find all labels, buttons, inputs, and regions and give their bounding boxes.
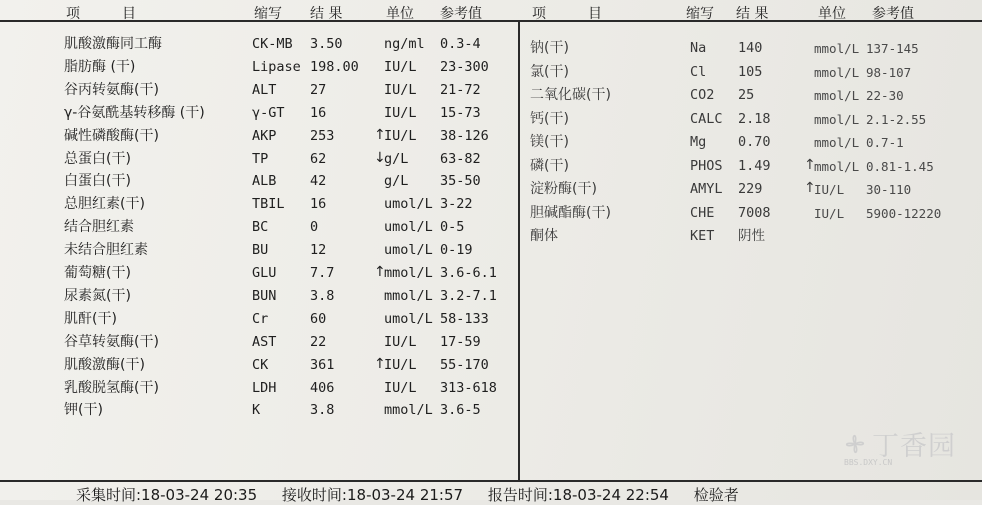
test-abbr: AMYL [690,181,723,197]
test-reference: 17-59 [440,334,481,350]
test-name: 总胆红素(干) [64,196,145,212]
test-unit: umol/L [384,242,433,258]
test-abbr: CK [252,357,269,373]
test-reference: 3-22 [440,196,473,212]
test-result: 22 [310,334,327,350]
test-name: 钠(干) [530,40,569,56]
abnormal-flag: ↑ [374,356,386,372]
test-name: 白蛋白(干) [64,173,131,189]
header-ref: 参考值 [440,6,482,22]
header-item: 项 目 [66,6,136,22]
header-abbr: 缩写 [254,6,282,22]
test-reference: 38-126 [440,128,489,144]
test-name: 谷草转氨酶(干) [64,334,159,350]
test-abbr: AST [252,334,277,350]
test-result: 1.49 [738,158,771,174]
test-reference: 30-110 [866,182,912,197]
collect-time: 采集时间:18-03-24 20:35 [76,486,258,504]
table-bottom-rule [0,480,982,482]
test-reference: 98-107 [866,65,912,80]
header-result: 结 果 [310,6,343,22]
test-reference: 0.3-4 [440,36,481,52]
test-abbr: LDH [252,380,277,396]
test-result: 60 [310,311,327,327]
test-result: 16 [310,196,327,212]
test-unit: mmol/L [814,159,860,174]
test-result: 229 [738,181,763,197]
test-name: 肌酐(干) [64,311,117,327]
header-item: 项 目 [532,6,602,22]
dxy-watermark [838,424,956,467]
test-unit: mmol/L [814,41,860,56]
test-name: 总蛋白(干) [64,151,131,167]
test-reference: 3.2-7.1 [440,288,497,304]
test-name: 二氧化碳(干) [530,87,611,103]
abnormal-flag: ↓ [374,150,386,166]
test-result: 0.70 [738,134,771,150]
test-abbr: CHE [690,205,715,221]
watermark-name: 丁香园 [872,431,956,462]
tester-label: 检验者 [693,486,739,504]
receive-time: 接收时间:18-03-24 21:57 [281,486,464,504]
test-reference: 3.6-6.1 [440,265,497,281]
test-name: 脂肪酶 (干) [64,59,136,75]
test-name: 钙(干) [530,111,569,127]
test-name: 结合胆红素 [64,219,134,235]
test-unit: IU/L [384,59,417,75]
test-result: 12 [310,242,327,258]
test-reference: 3.6-5 [440,402,481,418]
abnormal-flag: ↑ [374,127,386,143]
test-abbr: GLU [252,265,277,281]
test-unit: umol/L [384,219,433,235]
test-reference: 15-73 [440,105,481,121]
test-reference: 137-145 [866,41,919,56]
test-unit: mmol/L [384,288,433,304]
test-result: 3.8 [310,288,335,304]
test-abbr: TP [252,151,269,167]
test-unit: umol/L [384,311,433,327]
test-name: 碱性磷酸酶(干) [64,128,159,144]
test-abbr: Cr [252,311,269,327]
test-reference: 0-5 [440,219,465,235]
test-abbr: BC [252,219,269,235]
report-footer [76,484,759,505]
test-reference: 22-30 [866,88,904,103]
test-abbr: ALB [252,173,277,189]
test-abbr: Mg [690,134,707,150]
test-name: γ-谷氨酰基转移酶 (干) [64,105,205,121]
test-reference: 2.1-2.55 [866,112,927,127]
test-unit: IU/L [384,82,417,98]
test-unit: IU/L [384,380,417,396]
test-reference: 5900-12220 [866,206,942,221]
test-name: 未结合胆红素 [64,242,148,258]
abnormal-flag: ↑ [804,180,816,196]
test-abbr: CO2 [690,87,715,103]
test-unit: mmol/L [814,65,860,80]
test-abbr: γ-GT [252,105,285,121]
test-result: 25 [738,87,755,103]
test-name: 谷丙转氨酶(干) [64,82,159,98]
test-result: 7008 [738,205,771,221]
test-abbr: PHOS [690,158,723,174]
test-name: 氯(干) [530,64,569,80]
test-name: 淀粉酶(干) [530,181,597,197]
header-unit: 单位 [386,6,414,22]
test-abbr: KET [690,228,715,244]
test-reference: 55-170 [440,357,489,373]
test-unit: IU/L [384,334,417,350]
test-unit: mmol/L [814,135,860,150]
test-reference: 63-82 [440,151,481,167]
test-abbr: TBIL [252,196,285,212]
test-result: 3.50 [310,36,343,52]
test-result: 阴性 [738,228,765,244]
header-abbr: 缩写 [686,6,714,22]
test-reference: 313-618 [440,380,497,396]
test-reference: 0.81-1.45 [866,159,934,174]
flower-logo-icon [838,427,872,461]
test-unit: IU/L [814,182,845,197]
test-unit: IU/L [384,105,417,121]
test-abbr: BUN [252,288,277,304]
test-result: 253 [310,128,335,144]
column-divider [518,20,520,482]
test-unit: g/L [384,173,409,189]
abnormal-flag: ↑ [804,157,816,173]
test-abbr: CK-MB [252,36,293,52]
test-result: 198.00 [310,59,359,75]
test-name: 钾(干) [64,402,103,418]
test-unit: IU/L [384,357,417,373]
test-result: 0 [310,219,319,235]
test-result: 7.7 [310,265,335,281]
report-time: 报告时间:18-03-24 22:54 [487,486,669,504]
test-result: 406 [310,380,335,396]
test-reference: 0.7-1 [866,135,904,150]
test-name: 胆碱酯酶(干) [530,205,611,221]
test-unit: mmol/L [384,265,433,281]
test-abbr: K [252,402,261,418]
header-result: 结 果 [736,6,769,22]
test-abbr: Cl [690,64,707,80]
test-name: 尿素氮(干) [64,288,131,304]
test-result: 16 [310,105,327,121]
test-unit: IU/L [814,206,845,221]
test-name: 肌酸激酶同工酶 [64,36,162,52]
test-result: 62 [310,151,327,167]
test-result: 42 [310,173,327,189]
test-name: 磷(干) [530,158,569,174]
test-result: 105 [738,64,763,80]
test-abbr: AKP [252,128,277,144]
test-unit: IU/L [384,128,417,144]
header-ref: 参考值 [872,6,914,22]
watermark-url: BBS.DXY.CN [844,458,893,467]
test-name: 酮体 [530,228,558,244]
test-reference: 0-19 [440,242,473,258]
test-result: 140 [738,40,763,56]
header-unit: 单位 [818,6,846,22]
test-abbr: ALT [252,82,277,98]
test-abbr: Na [690,40,707,56]
test-unit: ng/ml [384,36,425,52]
test-result: 2.18 [738,111,771,127]
test-abbr: Lipase [252,59,301,75]
abnormal-flag: ↑ [374,264,386,280]
test-abbr: CALC [690,111,723,127]
test-reference: 35-50 [440,173,481,189]
test-result: 3.8 [310,402,335,418]
test-unit: mmol/L [814,88,860,103]
test-unit: g/L [384,151,409,167]
test-name: 葡萄糖(干) [64,265,131,281]
test-unit: mmol/L [384,402,433,418]
test-unit: mmol/L [814,112,860,127]
test-unit: umol/L [384,196,433,212]
test-result: 361 [310,357,335,373]
test-reference: 23-300 [440,59,489,75]
test-result: 27 [310,82,327,98]
test-name: 乳酸脱氢酶(干) [64,380,159,396]
test-name: 镁(干) [530,134,569,150]
test-reference: 58-133 [440,311,489,327]
test-reference: 21-72 [440,82,481,98]
test-name: 肌酸激酶(干) [64,357,145,373]
test-abbr: BU [252,242,269,258]
